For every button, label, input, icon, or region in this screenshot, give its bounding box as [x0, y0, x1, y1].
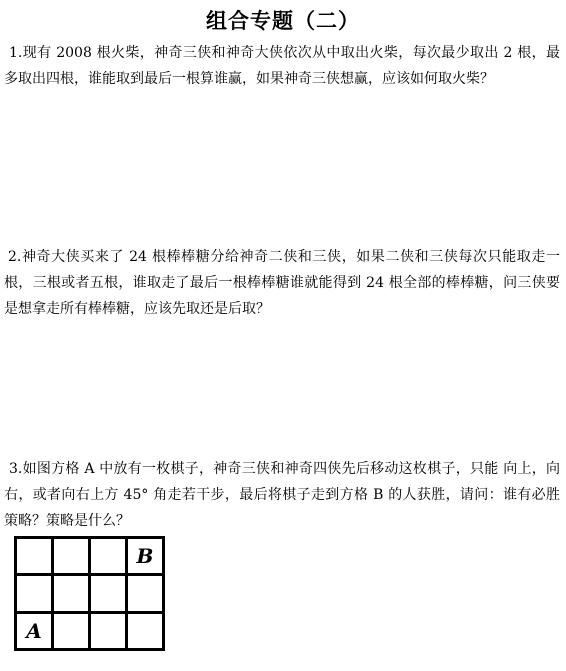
- cell-label-b: B: [136, 544, 154, 569]
- grid-cell: [17, 539, 54, 576]
- grid-cell: [17, 576, 54, 613]
- grid-cell: [54, 614, 91, 651]
- grid-cell: [54, 539, 91, 576]
- problem-1-text: 1.现有 2008 根火柴，神奇三侠和神奇大侠依次从中取出火柴，每次最少取出 2 根，最多取出四根，谁能取到最后一根算谁赢，如果神奇三侠想赢，应该如何取火柴？: [4, 45, 560, 87]
- grid-cell-b: [128, 539, 165, 576]
- grid-cell: [128, 614, 165, 651]
- chessboard-grid: [14, 536, 165, 651]
- grid-cell-a: [17, 614, 54, 651]
- page-title: 组合专题（二）: [206, 9, 360, 33]
- problem-3-text: 3.如图方格 A 中放有一枚棋子，神奇三侠和神奇四侠先后移动这枚棋子，只能 向上，向右，或者向右上方 45° 角走若干步，最后将棋子走到方格 B 的人获胜，请问：谁有必胜策略？策略是什么？: [4, 461, 560, 529]
- problem-2-text: 2.神奇大侠买来了 24 根棒棒糖分给神奇二侠和三侠，如果二侠和三侠每次只能取走一根，三根或者五根，谁取走了最后一根棒棒糖谁就能得到 24 根全部的棒棒糖，问三侠要是想拿走所有棒棒糖，应该先取还是后取？: [4, 249, 560, 317]
- grid-cell: [91, 539, 128, 576]
- cell-label-a: A: [26, 618, 42, 643]
- grid-cell: [128, 576, 165, 613]
- grid-cell: [91, 576, 128, 613]
- grid-cell: [91, 614, 128, 651]
- grid-cell: [54, 576, 91, 613]
